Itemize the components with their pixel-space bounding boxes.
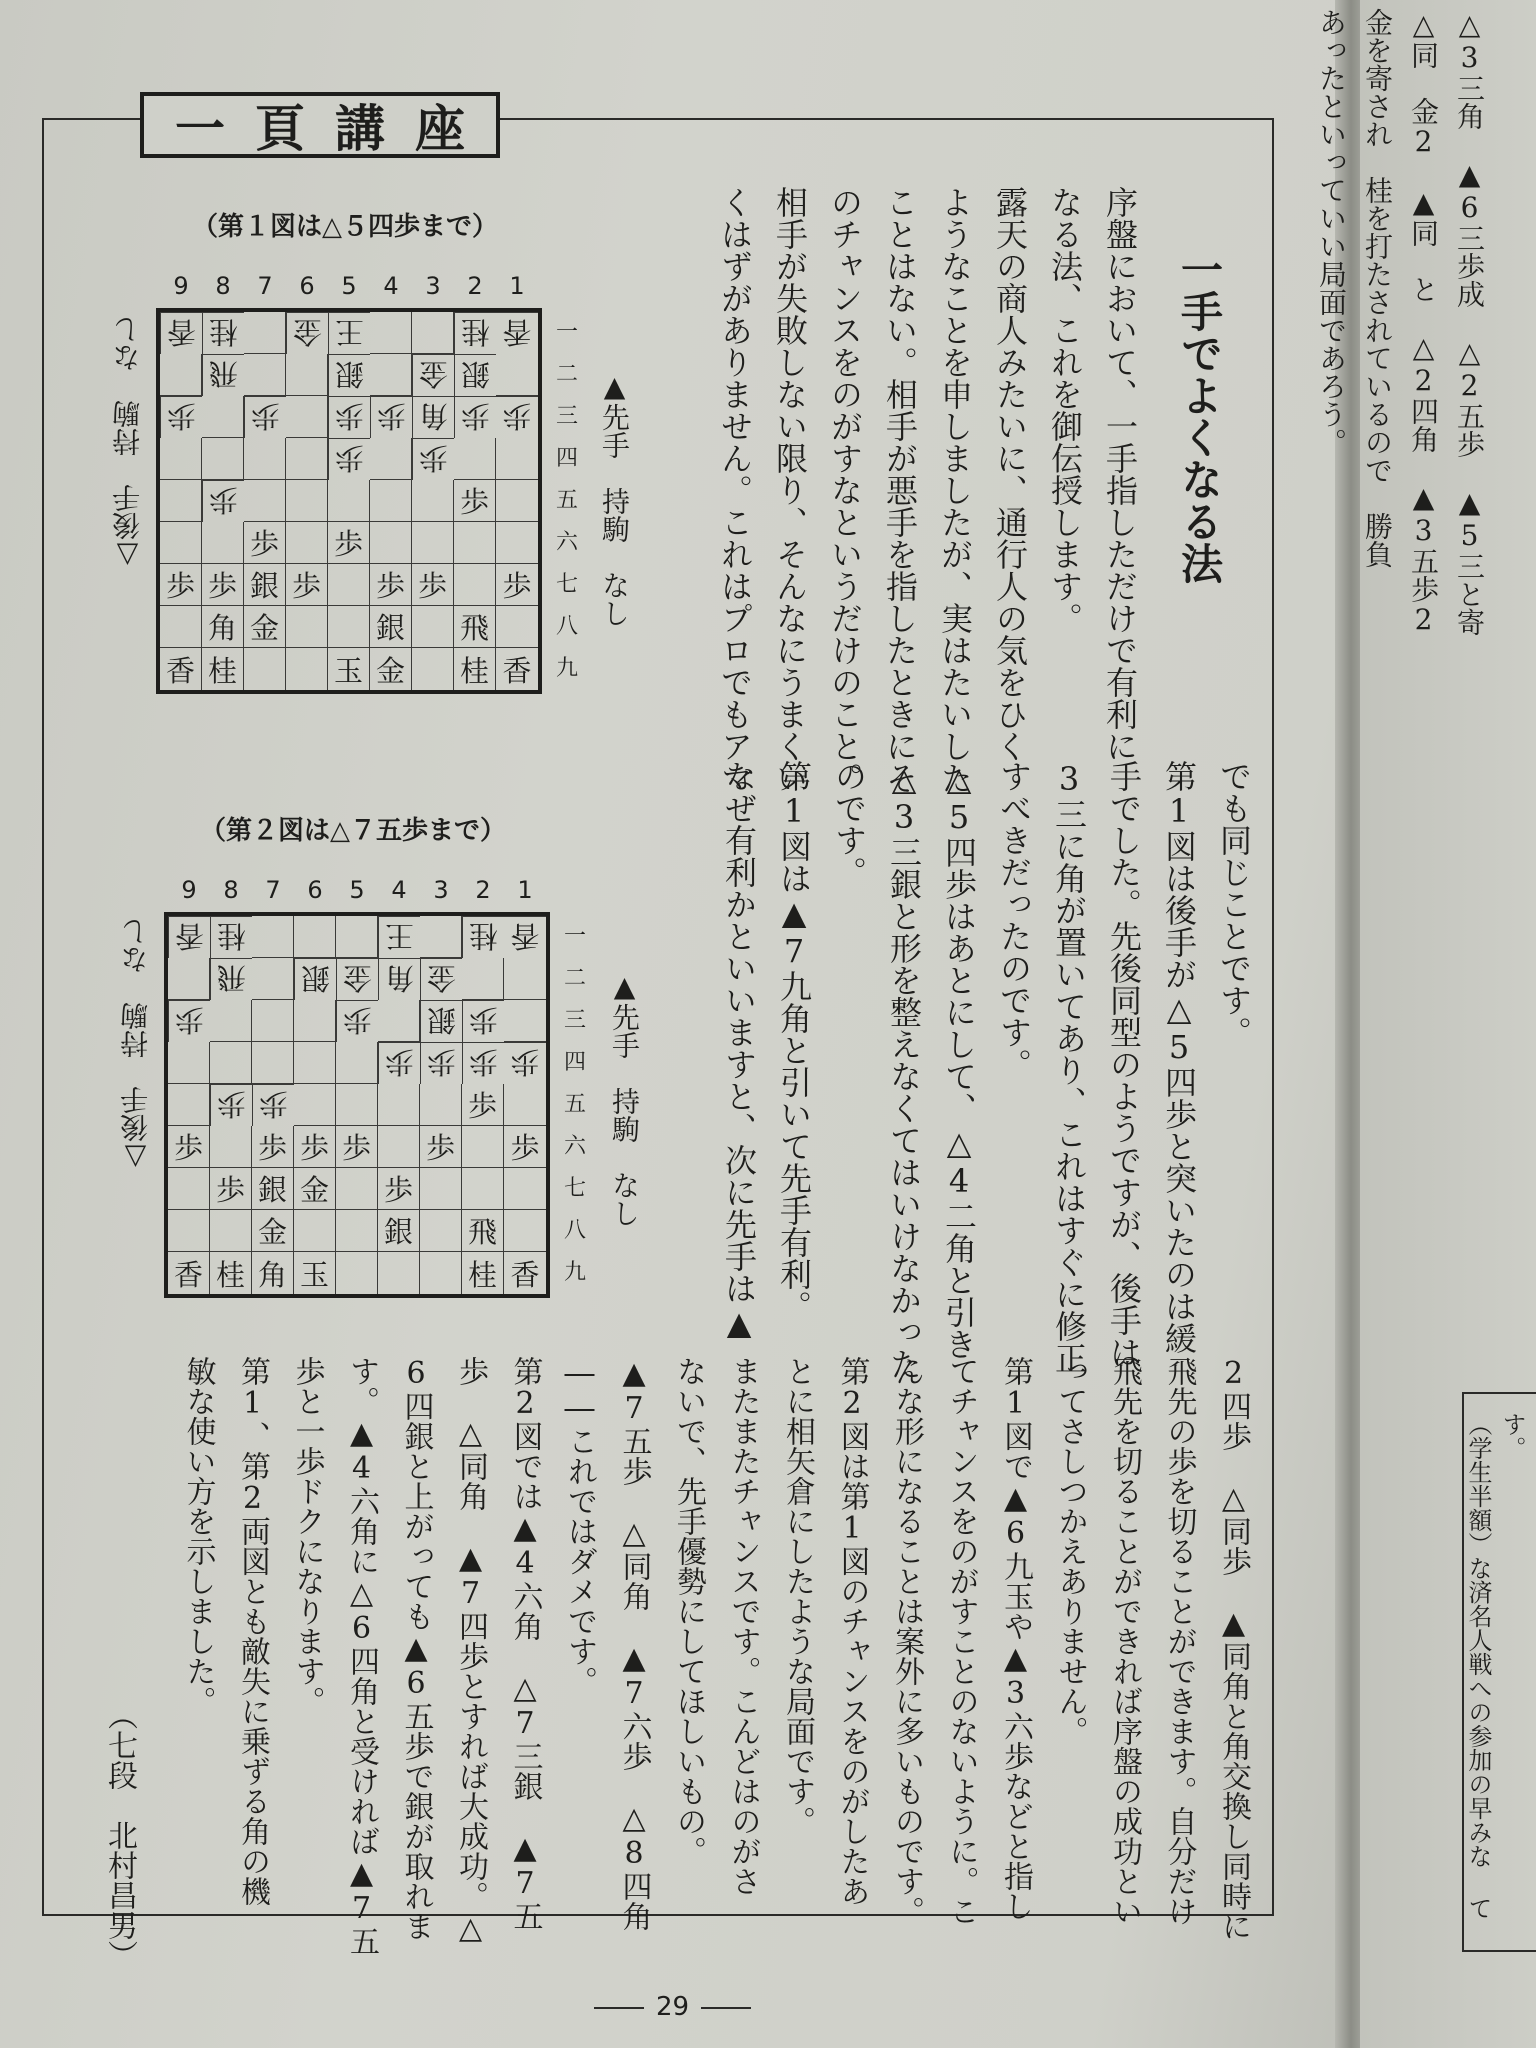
text-column: ▲7五歩 △同角 ▲7六歩 △8四角: [616, 1356, 652, 1931]
gote-piece: 歩: [244, 396, 286, 438]
board-square: [244, 480, 286, 522]
board-square: [370, 480, 412, 522]
board-square: [420, 1210, 462, 1252]
sente-piece: 歩: [370, 564, 412, 606]
gote-piece: 歩: [462, 1042, 504, 1084]
sente-piece: 飛: [462, 1210, 504, 1252]
board-square: [412, 480, 454, 522]
file-label: 9: [181, 876, 197, 904]
text-column: 露天の商人みたいに、通行人の気をひく: [991, 186, 1029, 762]
text-column: くはずがありません。これはプロでもアマ: [716, 186, 754, 794]
board-square: [294, 916, 336, 958]
file-label: 2: [467, 272, 483, 300]
diagram1-rank-labels: [556, 312, 578, 690]
board-square: [210, 1000, 252, 1042]
board-square: [244, 648, 286, 690]
file-label: 9: [173, 272, 189, 300]
gote-piece: 歩: [378, 1042, 420, 1084]
board-square: [336, 916, 378, 958]
text-column: ってさしつかえありません。: [1052, 1356, 1088, 1746]
sente-piece: 歩: [168, 1126, 210, 1168]
rank-label: 九: [556, 656, 579, 681]
board-square: [160, 522, 202, 564]
diagram2-caption: （第２図は△７五歩まで）: [200, 816, 506, 846]
board-square: [294, 1210, 336, 1252]
file-label: 7: [265, 876, 281, 904]
sente-piece: 角: [202, 606, 244, 648]
rank-label: 四: [564, 1050, 587, 1075]
gote-piece: 角: [412, 396, 454, 438]
rank-label: 九: [564, 1260, 587, 1285]
board-square: [378, 1000, 420, 1042]
board-square: [370, 312, 412, 354]
text-column: なぜ有利かといいますと、次に先手は▲: [720, 760, 758, 1342]
file-label: 1: [517, 876, 533, 904]
board-square: [504, 1210, 546, 1252]
board-square: [496, 522, 538, 564]
board-square: [454, 564, 496, 606]
sente-piece: 角: [252, 1252, 294, 1294]
board-square: [168, 958, 210, 1000]
board-square: [286, 648, 328, 690]
board-square: [412, 606, 454, 648]
text-column: 飛先の歩を切ることができます。自分だけ: [1161, 1356, 1197, 1926]
text-column: ことはない。相手が悪手を指したときにそ: [881, 186, 919, 794]
text-column: 3三に角が置いてあり、これはすぐに修正: [1050, 760, 1088, 1374]
file-label: 4: [383, 272, 399, 300]
board-square: [252, 1042, 294, 1084]
sente-piece: 金: [244, 606, 286, 648]
text-column: ようなことを申しましたが、実はたいした: [936, 186, 974, 794]
board-square: [286, 522, 328, 564]
gote-piece: 金: [286, 312, 328, 354]
sente-piece: 銀: [378, 1210, 420, 1252]
sente-piece: 銀: [252, 1168, 294, 1210]
file-label: 8: [223, 876, 239, 904]
sente-piece: 玉: [328, 648, 370, 690]
board-square: [420, 1084, 462, 1126]
board-square: [370, 522, 412, 564]
text-column: んな形になることは案外に多いものです。: [889, 1356, 924, 1926]
board-square: [412, 522, 454, 564]
article-title: 一手でよくなる法: [1175, 248, 1224, 584]
rank-label: 八: [556, 614, 579, 639]
sente-piece: 歩: [420, 1126, 462, 1168]
column-header-label: 一頁講座: [175, 100, 495, 158]
facing-page-column: 金を寄され 桂を打たされているので 勝負: [1361, 8, 1394, 568]
board-square: [210, 1210, 252, 1252]
text-column: 第2図では▲4六角 △7三銀 ▲7五: [507, 1356, 543, 1931]
rank-label: 三: [564, 1008, 587, 1033]
gote-piece: 王: [328, 312, 370, 354]
board-square: [420, 1252, 462, 1294]
text-column: のです。: [830, 760, 868, 888]
board-square: [504, 1000, 546, 1042]
facing-page-note-box: [1462, 1392, 1536, 1952]
diagram2-rank-labels: [564, 916, 586, 1294]
board-square: [496, 438, 538, 480]
sente-piece: 桂: [202, 648, 244, 690]
board-square: [336, 1210, 378, 1252]
gote-piece: 王: [378, 916, 420, 958]
rank-label: 五: [556, 488, 579, 513]
board-square: [336, 1168, 378, 1210]
gote-piece: 飛: [210, 958, 252, 1000]
board-square: [496, 354, 538, 396]
board-square: [244, 354, 286, 396]
sente-piece: 歩: [496, 564, 538, 606]
sente-piece: 歩: [244, 522, 286, 564]
board-square: [370, 354, 412, 396]
text-column: 第1、第2両図とも敵失に乗ずる角の機: [235, 1356, 270, 1906]
board-square: [286, 606, 328, 648]
board-square: [336, 1042, 378, 1084]
board-square: [378, 1252, 420, 1294]
gote-piece: 銀: [294, 958, 336, 1000]
file-label: 3: [425, 272, 441, 300]
sente-piece: 香: [160, 648, 202, 690]
board-square: [160, 438, 202, 480]
text-column: 2四歩 △同歩 ▲同角と角交換し同時に: [1216, 1356, 1251, 1941]
rank-label: 一: [564, 924, 587, 949]
text-column: 敏な使い方を示しました。: [180, 1356, 216, 1716]
gote-piece: 歩: [252, 1084, 294, 1126]
board-square: [504, 1168, 546, 1210]
text-column: すべきだったのです。: [995, 760, 1033, 1080]
board-square: [202, 438, 244, 480]
sente-piece: 金: [252, 1210, 294, 1252]
text-column: 歩 △同角 ▲7四歩とすれば大成功。△: [453, 1356, 488, 1946]
author-credit: （七段 北村昌男）: [102, 1700, 137, 1970]
text-column: △5四歩はあとにして、△4二角と引き: [940, 760, 978, 1360]
gote-piece: 銀: [420, 1000, 462, 1042]
page-number-text: 29: [655, 1992, 690, 2022]
gote-piece: 桂: [462, 916, 504, 958]
board-square: [210, 1042, 252, 1084]
text-column: す。▲4六角に△6四角と受ければ▲7五: [344, 1356, 379, 1956]
sente-piece: 歩: [160, 564, 202, 606]
board-square: [378, 1126, 420, 1168]
sente-piece: 桂: [210, 1252, 252, 1294]
text-column: てチャンスをのがすことのないように。こ: [943, 1356, 979, 1926]
board-square: [244, 438, 286, 480]
board-square: [454, 522, 496, 564]
text-column: またまたチャンスです。こんどはのがさ: [725, 1356, 761, 1896]
sente-piece: 歩: [328, 522, 370, 564]
board-square: [462, 958, 504, 1000]
sente-piece: 金: [370, 648, 412, 690]
file-label: 3: [433, 876, 449, 904]
file-label: 4: [391, 876, 407, 904]
text-column: 6四銀と上がっても▲6五歩で銀が取れま: [398, 1356, 434, 1941]
board-square: [294, 1042, 336, 1084]
text-column: ――これではダメです。: [562, 1356, 597, 1696]
text-column: でも同じことです。: [1215, 760, 1253, 1048]
text-column: とに相矢倉にしたような局面です。: [780, 1356, 815, 1836]
board-square: [454, 438, 496, 480]
sente-piece: 歩: [202, 564, 244, 606]
sente-piece: 金: [294, 1168, 336, 1210]
gote-piece: 桂: [202, 312, 244, 354]
board-square: [286, 480, 328, 522]
board-square: [412, 312, 454, 354]
file-label: 6: [299, 272, 315, 300]
board-square: [420, 916, 462, 958]
facing-page-column: あったといっていい局面であろう。: [1315, 8, 1348, 456]
board-square: [210, 1126, 252, 1168]
sente-piece: 歩: [462, 1084, 504, 1126]
text-column: 第2図は第1図のチャンスをのがしたあ: [834, 1356, 870, 1906]
board-square: [336, 1252, 378, 1294]
text-column: △3三銀と形を整えなくてはいけなかった: [885, 760, 923, 1380]
board-square: [168, 1210, 210, 1252]
gote-piece: 桂: [454, 312, 496, 354]
sente-piece: 歩: [412, 564, 454, 606]
board-square: [462, 1126, 504, 1168]
gote-piece: 歩: [454, 396, 496, 438]
board-square: [160, 354, 202, 396]
rank-label: 三: [556, 404, 579, 429]
sente-piece: 香: [168, 1252, 210, 1294]
board-square: [160, 606, 202, 648]
gote-piece: 銀: [328, 354, 370, 396]
board-square: [168, 1168, 210, 1210]
board-square: [504, 958, 546, 1000]
sente-piece: 銀: [370, 606, 412, 648]
text-column: のチャンスをのがすなというだけのこと。: [826, 186, 864, 794]
sente-piece: 歩: [336, 1126, 378, 1168]
rank-label: 六: [564, 1134, 587, 1159]
board-square: [168, 1042, 210, 1084]
rank-label: 八: [564, 1218, 587, 1243]
board-square: [370, 438, 412, 480]
diagram1-caption: （第１図は△５四歩まで）: [192, 212, 498, 242]
rank-label: 五: [564, 1092, 587, 1117]
board-square: [504, 1084, 546, 1126]
text-column: 手でした。先後同型のようですが、後手は: [1105, 760, 1143, 1368]
text-column: 相手が失敗しない限り、そんなにうまくい: [771, 186, 809, 794]
gote-piece: 歩: [462, 1000, 504, 1042]
gote-piece: 銀: [454, 354, 496, 396]
gote-piece: 歩: [370, 396, 412, 438]
file-label: 6: [307, 876, 323, 904]
rank-label: 四: [556, 446, 579, 471]
gote-piece: 香: [160, 312, 202, 354]
file-label: 1: [509, 272, 525, 300]
board-square: [496, 606, 538, 648]
rank-label: 六: [556, 530, 579, 555]
gote-piece: 角: [378, 958, 420, 1000]
board-square: [286, 354, 328, 396]
board-square: [328, 606, 370, 648]
gote-piece: 飛: [202, 354, 244, 396]
text-column: 飛先を切ることができれば序盤の成功とい: [1107, 1356, 1142, 1926]
sente-piece: 桂: [454, 648, 496, 690]
file-label: 5: [341, 272, 357, 300]
rank-label: 二: [556, 362, 579, 387]
rank-label: 七: [564, 1176, 587, 1201]
diagram2-sente-hand: ▲先手 持駒 なし: [608, 970, 641, 1227]
text-column: ないで、先手優勢にしてほしいもの。: [671, 1356, 706, 1866]
diagram1-board: [156, 308, 542, 694]
sente-piece: 香: [510, 1257, 540, 1292]
board-square: [412, 648, 454, 690]
diagram2-gote-hand: △後手 持駒 なし: [119, 918, 152, 1175]
column-header: [140, 92, 500, 158]
diagram2-file-labels: [168, 876, 546, 904]
facing-page-note-column: す。: [1498, 1412, 1526, 1460]
diagram1-sente-hand: ▲先手 持駒 なし: [598, 370, 631, 627]
gote-piece: 香: [504, 916, 546, 958]
board-square: [160, 480, 202, 522]
board-square: [252, 916, 294, 958]
sente-piece: 歩: [294, 1126, 336, 1168]
board-square: [328, 480, 370, 522]
gote-piece: 歩: [160, 396, 202, 438]
board-square: [336, 1084, 378, 1126]
board-square: [286, 438, 328, 480]
board-square: [202, 522, 244, 564]
sente-piece: 香: [502, 653, 532, 688]
board-square: [202, 396, 244, 438]
board-square: [168, 1084, 210, 1126]
diagram1-file-labels: [160, 272, 538, 300]
sente-piece: 銀: [244, 564, 286, 606]
sente-piece: 歩: [504, 1126, 546, 1168]
facing-page-column: △同 金2 ▲同 と △2四角 ▲3五歩2: [1407, 8, 1440, 636]
gote-piece: 歩: [328, 396, 370, 438]
board-square: [328, 564, 370, 606]
facing-page-note-column: （学生半額）な済名人戦への参加の早みな て: [1464, 1412, 1492, 1920]
page-number: [0, 1992, 1345, 2022]
board-square: [252, 1000, 294, 1042]
sente-piece: 歩: [252, 1126, 294, 1168]
text-column: 歩と一歩ドクになります。: [289, 1356, 325, 1716]
file-label: 7: [257, 272, 273, 300]
gote-piece: 金: [420, 958, 462, 1000]
board-square: [244, 312, 286, 354]
file-label: 2: [475, 876, 491, 904]
gote-piece: 桂: [210, 916, 252, 958]
gote-piece: 歩: [504, 1042, 546, 1084]
gote-piece: 歩: [496, 396, 538, 438]
file-label: 5: [349, 876, 365, 904]
gote-piece: 歩: [210, 1084, 252, 1126]
gote-piece: 歩: [328, 438, 370, 480]
text-column: 第1図で▲6九玉や▲3六歩などと指し: [998, 1356, 1033, 1921]
gote-piece: 香: [168, 916, 210, 958]
file-label: 8: [215, 272, 231, 300]
board-square: [286, 396, 328, 438]
sente-piece: 玉: [294, 1252, 336, 1294]
sente-piece: 桂: [462, 1252, 504, 1294]
board-square: [378, 1084, 420, 1126]
diagram1-gote-hand: △後手 持駒 なし: [111, 316, 144, 573]
text-column: 序盤において、一手指しただけで有利に: [1101, 186, 1139, 762]
board-square: [252, 958, 294, 1000]
board-square: [496, 480, 538, 522]
facing-page-column: △3三角 ▲6三歩成 △2五歩 ▲5三と寄: [1453, 8, 1486, 636]
board-square: [462, 1168, 504, 1210]
text-column: 第1図は後手が△5四歩と突いたのは緩: [1160, 760, 1198, 1354]
rank-label: 七: [556, 572, 579, 597]
gote-piece: 歩: [336, 1000, 378, 1042]
gote-piece: 歩: [168, 1000, 210, 1042]
text-column: なる法、これを御伝授します。: [1046, 186, 1084, 634]
sente-piece: 歩: [454, 480, 496, 522]
rank-label: 二: [564, 966, 587, 991]
text-column: 第1図は▲7九角と引いて先手有利。: [775, 760, 813, 1322]
board-square: [294, 1000, 336, 1042]
gote-piece: 金: [412, 354, 454, 396]
gote-piece: 金: [336, 958, 378, 1000]
gote-piece: 歩: [202, 480, 244, 522]
gote-piece: 歩: [420, 1042, 462, 1084]
gote-piece: 香: [496, 312, 538, 354]
sente-piece: 歩: [286, 564, 328, 606]
sente-piece: 飛: [454, 606, 496, 648]
diagram2-board: [164, 912, 550, 1298]
rank-label: 一: [556, 320, 579, 345]
board-square: [420, 1168, 462, 1210]
gote-piece: 歩: [412, 438, 454, 480]
board-square: [294, 1084, 336, 1126]
sente-piece: 歩: [378, 1168, 420, 1210]
sente-piece: 歩: [210, 1168, 252, 1210]
